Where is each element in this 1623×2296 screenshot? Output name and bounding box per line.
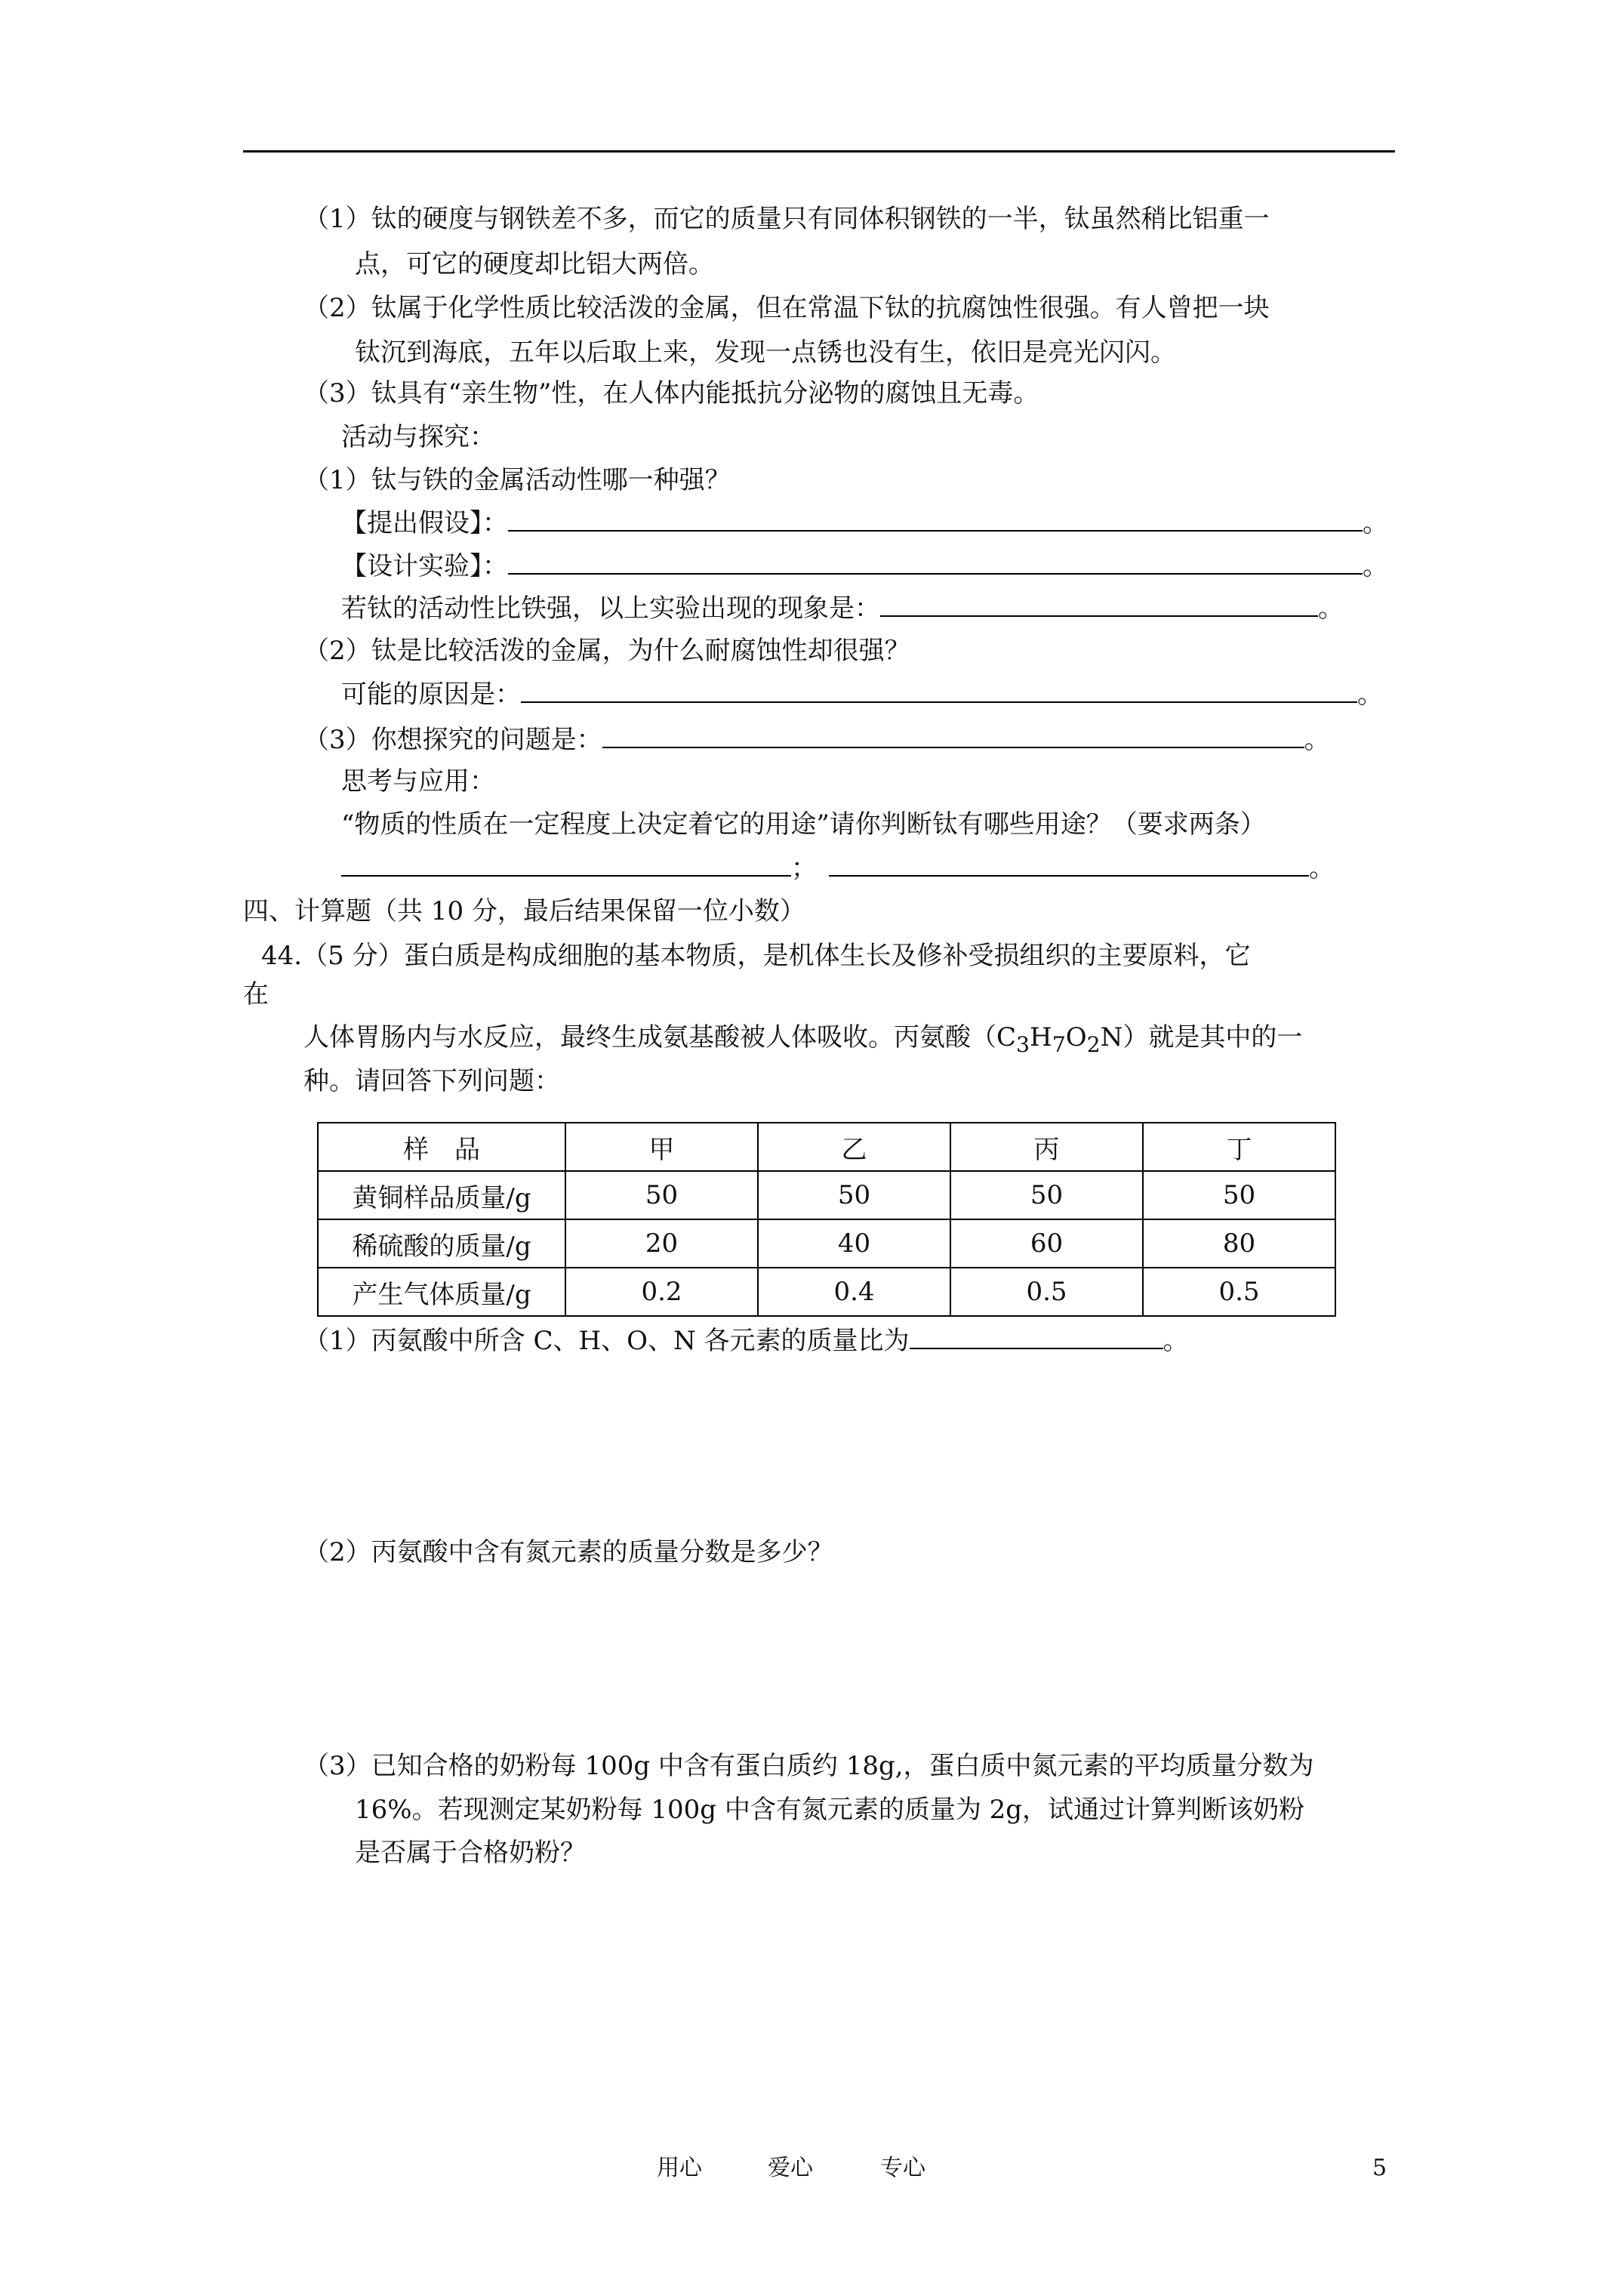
- table-cell: 50: [950, 1171, 1143, 1219]
- table-cell: 0.4: [758, 1268, 950, 1316]
- table-cell: 50: [565, 1171, 758, 1219]
- text-line: 在: [243, 979, 269, 1009]
- text-line: 44.（5 分）蛋白质是构成细胞的基本物质，是机体生长及修补受损组织的主要原料，它: [261, 941, 1251, 971]
- question-label: （3）你想探究的问题是：: [303, 725, 602, 755]
- text-line: 点，可它的硬度却比铝大两倍。: [355, 249, 714, 279]
- footer-slogan: 专心: [880, 2155, 925, 2181]
- table-header-cell: 丙: [950, 1123, 1143, 1171]
- table-cell: 黄铜样品质量/g: [318, 1171, 565, 1219]
- text-line: （2）丙氨酸中含有氮元素的质量分数是多少？: [303, 1537, 833, 1567]
- page-number: 5: [1372, 2155, 1387, 2181]
- experiment-line: 【设计实验】： 。: [341, 551, 1388, 581]
- table-header-cell: 样 品: [318, 1123, 565, 1171]
- table-cell: 产生气体质量/g: [318, 1268, 565, 1316]
- mass-ratio-blank[interactable]: [910, 1325, 1163, 1349]
- table-row: [318, 1219, 1335, 1268]
- reason-label: 可能的原因是：: [341, 680, 521, 710]
- phenomenon-line: 若钛的活动性比铁强，以上实验出现的现象是： 。: [341, 593, 1344, 624]
- hypothesis-blank[interactable]: [508, 507, 1363, 532]
- table-cell: 50: [758, 1171, 950, 1219]
- table-cell: 80: [1143, 1219, 1335, 1268]
- table-header-cell: 甲: [565, 1123, 758, 1171]
- table-cell: 20: [565, 1219, 758, 1268]
- use-blank-2[interactable]: [829, 852, 1309, 877]
- question-blank[interactable]: [602, 724, 1304, 748]
- text-line: （3）钛具有“亲生物”性，在人体内能抵抗分泌物的腐蚀且无毒。: [303, 378, 1039, 408]
- text-line: 是否属于合格奶粉？: [355, 1838, 586, 1868]
- mass-ratio-label: （1）丙氨酸中所含 C、H、O、N 各元素的质量比为: [303, 1326, 910, 1356]
- text-line: 钛沉到海底，五年以后取上来，发现一点锈也没有生，依旧是亮光闪闪。: [355, 337, 1176, 368]
- sample-table: [317, 1122, 1336, 1317]
- table-cell: 0.5: [1143, 1268, 1335, 1316]
- table-cell: 稀硫酸的质量/g: [318, 1219, 565, 1268]
- table-header-row: [318, 1123, 1335, 1171]
- text-line: （1）钛与铁的金属活动性哪一种强？: [303, 465, 731, 495]
- text-line: 种。请回答下列问题：: [303, 1066, 560, 1096]
- mass-ratio-line: （1）丙氨酸中所含 C、H、O、N 各元素的质量比为 。: [303, 1326, 1189, 1356]
- reason-line: 可能的原因是： 。: [341, 680, 1383, 710]
- text-line: （3）已知合格的奶粉每 100g 中含有蛋白质约 18g,，蛋白质中氮元素的平均质量分数为: [303, 1751, 1314, 1781]
- hypothesis-line: 【提出假设】： 。: [341, 508, 1388, 538]
- phenomenon-blank[interactable]: [880, 593, 1318, 617]
- text-line: （2）钛是比较活泼的金属，为什么耐腐蚀性却很强？: [303, 636, 910, 666]
- footer-slogan: 用心: [657, 2155, 702, 2181]
- table-cell: 50: [1143, 1171, 1335, 1219]
- experiment-label: 【设计实验】：: [341, 551, 508, 581]
- text-line: 思考与应用：: [341, 766, 495, 797]
- table-cell: 40: [758, 1219, 950, 1268]
- footer-slogan: 爱心: [768, 2155, 813, 2181]
- text-line: （1）钛的硬度与钢铁差不多，而它的质量只有同体积钢铁的一半，钛虽然稍比铝重一: [303, 204, 1270, 234]
- table-row: [318, 1171, 1335, 1219]
- table-row: [318, 1268, 1335, 1316]
- table-header-cell: 丁: [1143, 1123, 1335, 1171]
- use-blank-1[interactable]: [341, 852, 791, 877]
- table-header-cell: 乙: [758, 1123, 950, 1171]
- table-cell: 60: [950, 1219, 1143, 1268]
- phenomenon-label: 若钛的活动性比铁强，以上实验出现的现象是：: [341, 593, 880, 624]
- question-line: （3）你想探究的问题是： 。: [303, 725, 1330, 755]
- table-cell: 0.5: [950, 1268, 1143, 1316]
- table-cell: 0.2: [565, 1268, 758, 1316]
- uses-line: ； 。: [341, 850, 1335, 886]
- header-rule: [243, 150, 1395, 153]
- section-heading: 四、计算题（共 10 分，最后结果保留一位小数）: [243, 896, 805, 926]
- hypothesis-label: 【提出假设】：: [341, 508, 508, 538]
- text-line: “物质的性质在一定程度上决定着它的用途”请你判断钛有哪些用途？（要求两条）: [341, 809, 1266, 840]
- reason-blank[interactable]: [521, 679, 1357, 703]
- formula-line: 人体胃肠内与水反应，最终生成氨基酸被人体吸收。丙氨酸$(C_3H_7O_2N)$就是其中的一: [303, 1022, 1303, 1057]
- text-line: （2）钛属于化学性质比较活泼的金属，但在常温下钛的抗腐蚀性很强。有人曾把一块: [303, 293, 1270, 323]
- text-line: 16%。若现测定某奶粉每 100g 中含有氮元素的质量为 2g，试通过计算判断该奶粉: [355, 1795, 1305, 1825]
- experiment-blank[interactable]: [508, 550, 1363, 575]
- text-line: 活动与探究：: [341, 422, 495, 452]
